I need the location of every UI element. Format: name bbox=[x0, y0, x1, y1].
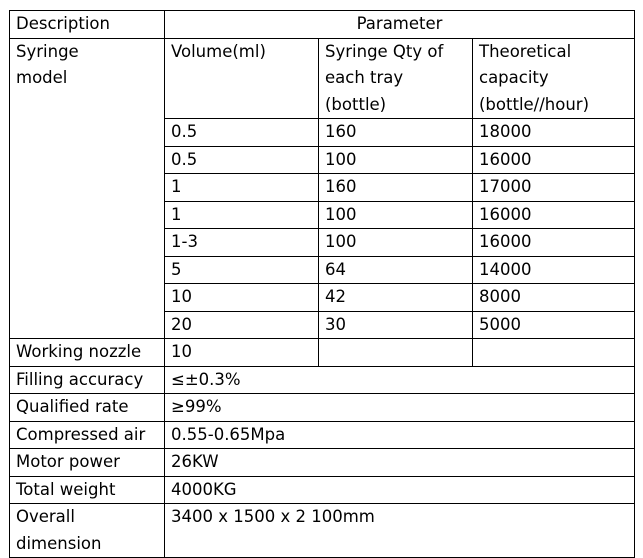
working-nozzle-value: 10 bbox=[165, 339, 319, 367]
capacity-cell: 16000 bbox=[473, 146, 635, 174]
volume-cell: 0.5 bbox=[165, 146, 319, 174]
volume-cell: 20 bbox=[165, 311, 319, 339]
volume-cell: 0.5 bbox=[165, 119, 319, 147]
capacity-cell: 17000 bbox=[473, 174, 635, 202]
tray-qty-cell: 160 bbox=[319, 119, 473, 147]
spec-table bbox=[9, 10, 635, 558]
spec-label: Total weight bbox=[10, 476, 165, 504]
volume-cell: 1-3 bbox=[165, 229, 319, 257]
syringe-columns-row bbox=[10, 38, 635, 119]
spec-value: 0.55-0.65Mpa bbox=[165, 421, 635, 449]
capacity-cell: 8000 bbox=[473, 284, 635, 312]
volume-column-header: Volume(ml) bbox=[165, 38, 319, 119]
total-weight-row bbox=[10, 476, 635, 504]
spec-value: ≥99% bbox=[165, 394, 635, 422]
capacity-column-header: Theoretical capacity (bottle//hour) bbox=[473, 38, 635, 119]
working-nozzle-label: Working nozzle bbox=[10, 339, 165, 367]
empty-cell bbox=[319, 339, 473, 367]
motor-power-row bbox=[10, 449, 635, 477]
empty-cell bbox=[473, 339, 635, 367]
working-nozzle-row bbox=[10, 339, 635, 367]
tray-qty-cell: 100 bbox=[319, 146, 473, 174]
spec-value: ≤±0.3% bbox=[165, 366, 635, 394]
volume-cell: 5 bbox=[165, 256, 319, 284]
tray-qty-cell: 64 bbox=[319, 256, 473, 284]
volume-cell: 10 bbox=[165, 284, 319, 312]
capacity-cell: 5000 bbox=[473, 311, 635, 339]
spec-label: Compressed air bbox=[10, 421, 165, 449]
spec-value: 4000KG bbox=[165, 476, 635, 504]
tray-qty-cell: 100 bbox=[319, 201, 473, 229]
overall-dimension-value: 3400 x 1500 x 2 100mm bbox=[165, 504, 635, 558]
compressed-air-row bbox=[10, 421, 635, 449]
volume-cell: 1 bbox=[165, 174, 319, 202]
capacity-cell: 14000 bbox=[473, 256, 635, 284]
tray-qty-column-header: Syringe Qty of each tray (bottle) bbox=[319, 38, 473, 119]
filling-accuracy-row bbox=[10, 366, 635, 394]
volume-cell: 1 bbox=[165, 201, 319, 229]
spec-label: Qualified rate bbox=[10, 394, 165, 422]
overall-dimension-label: Overall dimension bbox=[10, 504, 165, 558]
description-header: Description bbox=[10, 11, 165, 39]
capacity-cell: 16000 bbox=[473, 229, 635, 257]
header-row bbox=[10, 11, 635, 39]
tray-qty-cell: 42 bbox=[319, 284, 473, 312]
spec-label: Motor power bbox=[10, 449, 165, 477]
qualified-rate-row bbox=[10, 394, 635, 422]
parameter-header: Parameter bbox=[165, 11, 635, 39]
tray-qty-cell: 160 bbox=[319, 174, 473, 202]
capacity-cell: 16000 bbox=[473, 201, 635, 229]
overall-dimension-row bbox=[10, 504, 635, 558]
capacity-cell: 18000 bbox=[473, 119, 635, 147]
tray-qty-cell: 100 bbox=[319, 229, 473, 257]
syringe-model-label: Syringe model bbox=[10, 38, 165, 339]
spec-value: 26KW bbox=[165, 449, 635, 477]
tray-qty-cell: 30 bbox=[319, 311, 473, 339]
spec-label: Filling accuracy bbox=[10, 366, 165, 394]
